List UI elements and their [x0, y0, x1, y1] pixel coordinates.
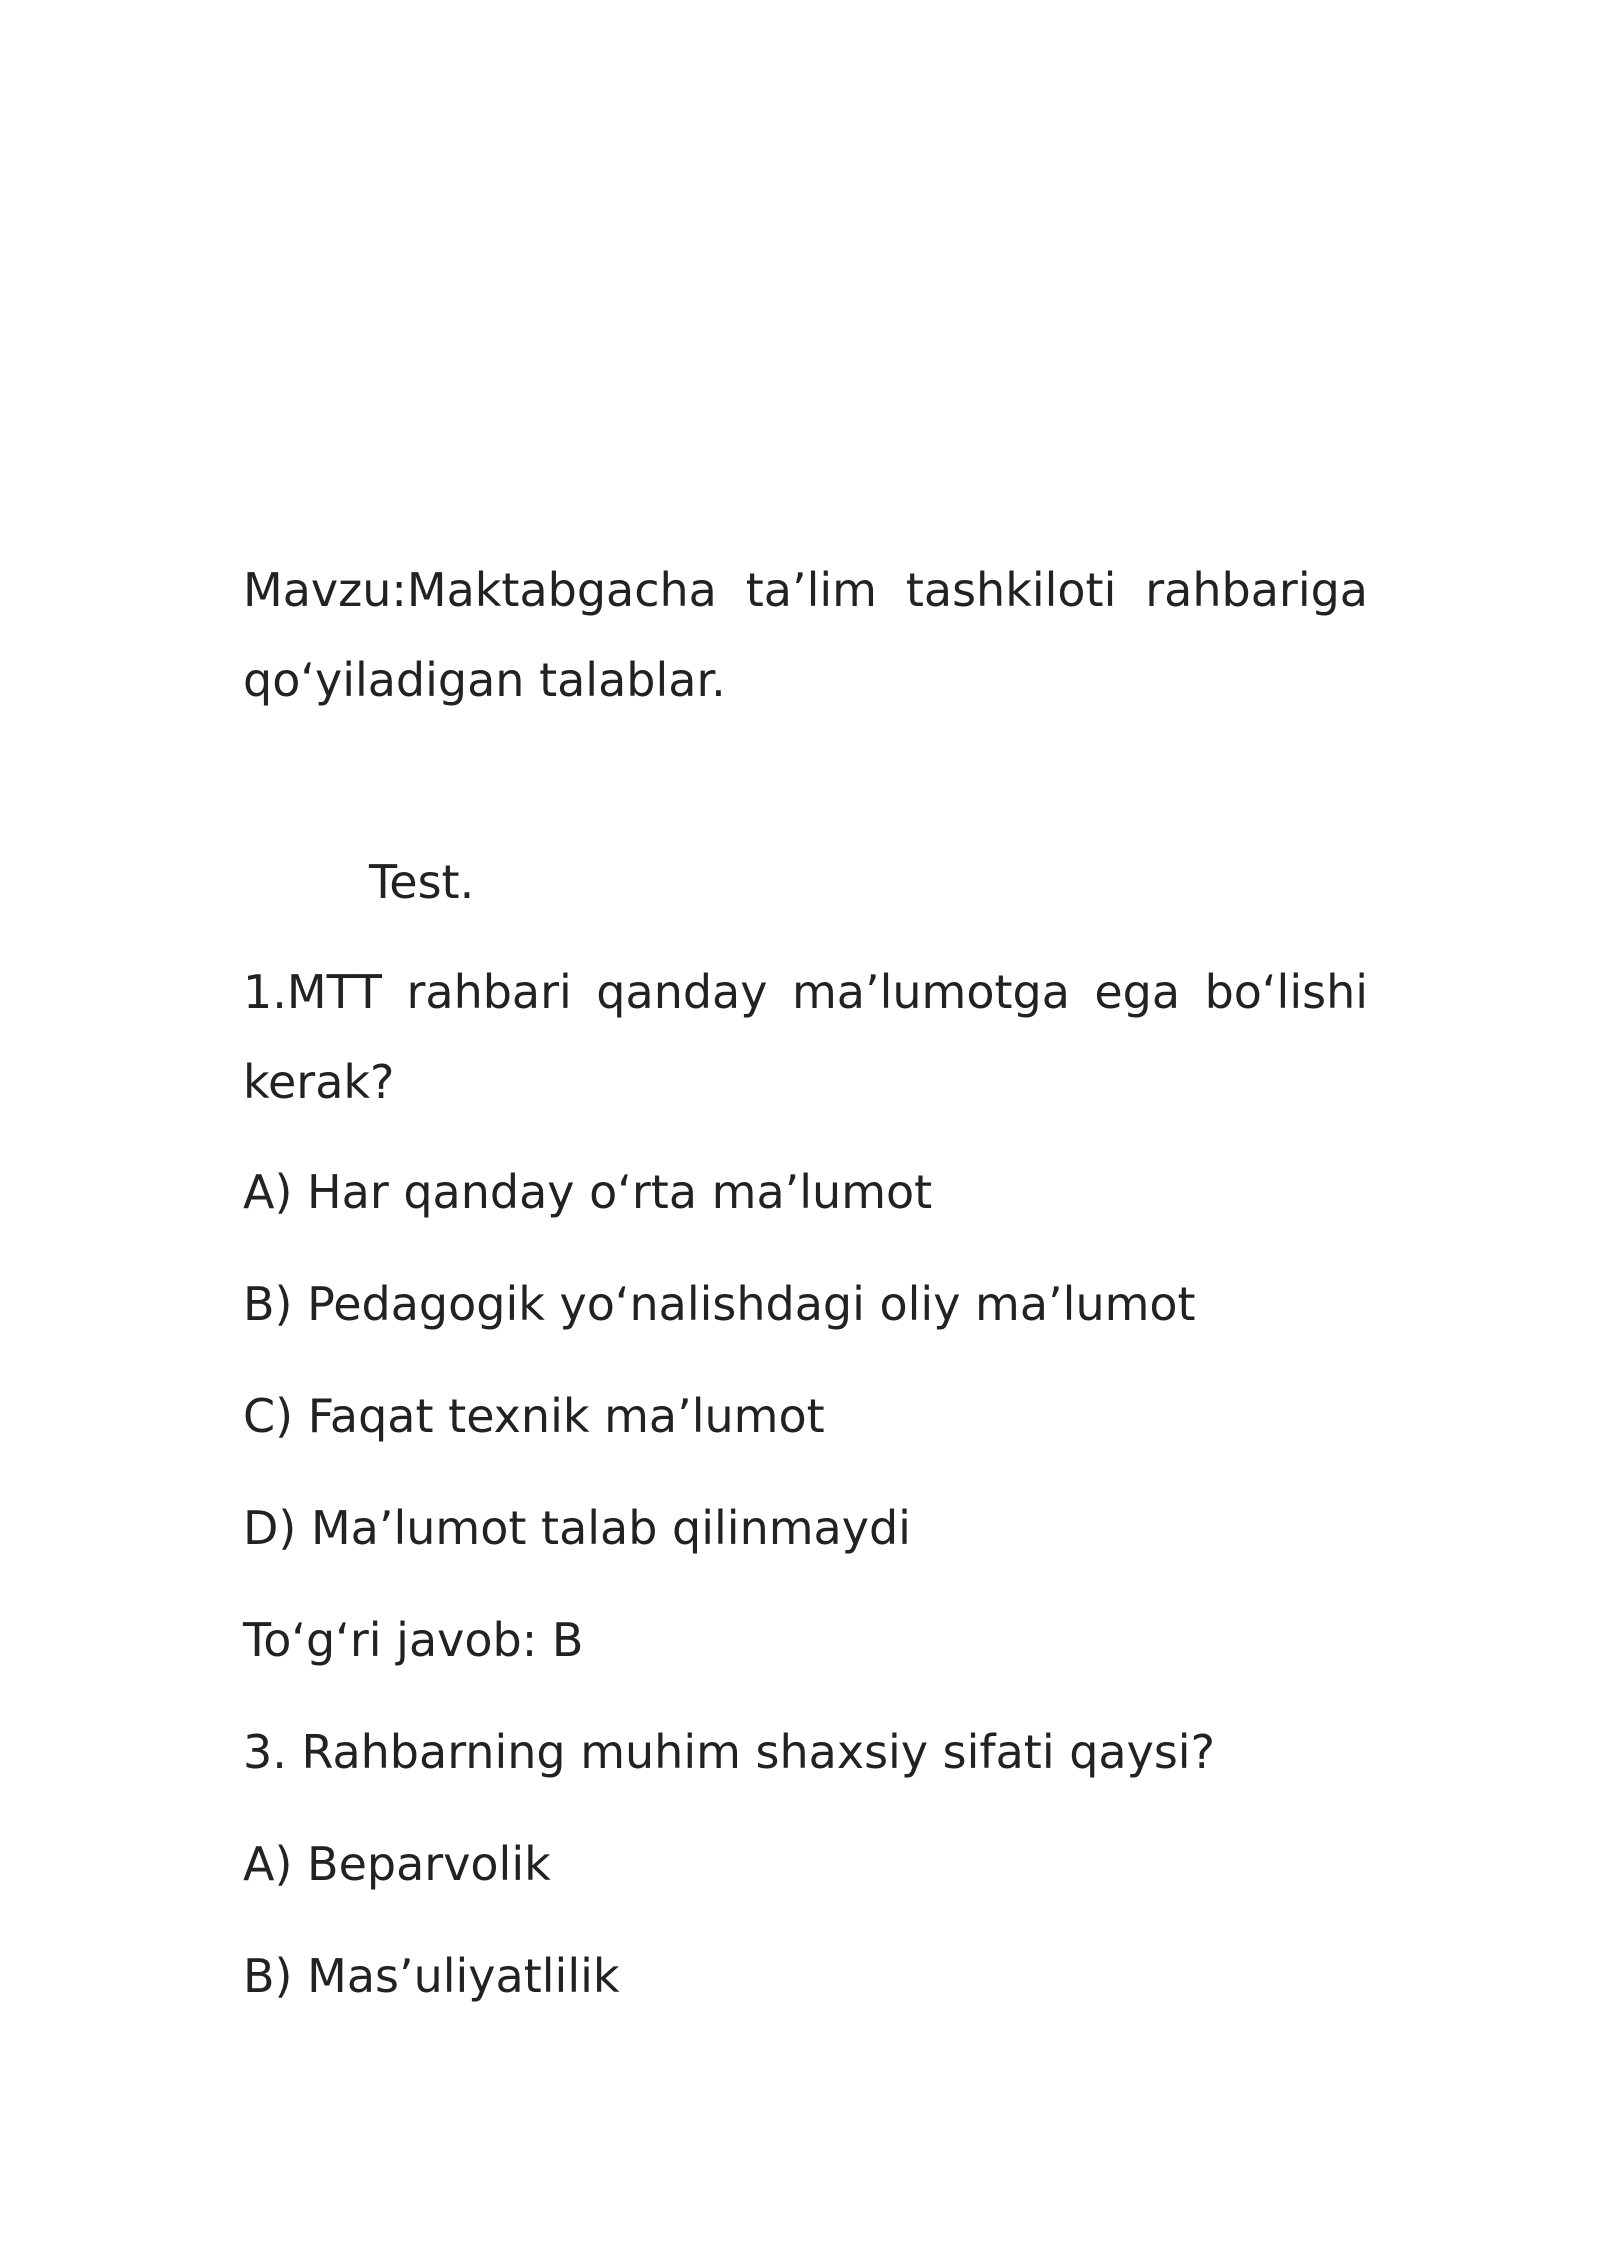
question-1-answer: To‘g‘ri javob: B	[243, 1613, 584, 1667]
question-1-option-c: C) Faqat texnik ma’lumot	[243, 1389, 825, 1443]
question-3-text: 3. Rahbarning muhim shaxsiy sifati qaysi?	[243, 1725, 1215, 1779]
question-1-option-a: A) Har qanday o‘rta ma’lumot	[243, 1165, 933, 1219]
question-1-option-d: D) Ma’lumot talab qilinmaydi	[243, 1501, 911, 1555]
test-heading: Test.	[369, 855, 475, 909]
question-1-option-b: B) Pedagogik yo‘nalishdagi oliy ma’lumot	[243, 1277, 1196, 1331]
question-3-option-b: B) Mas’uliyatlilik	[243, 1949, 620, 2003]
question-3-option-a: A) Beparvolik	[243, 1837, 551, 1891]
topic-title: Mavzu:Maktabgacha ta’lim tashkiloti rahbariga qo‘yiladigan talablar.	[243, 563, 1368, 707]
question-1-text: 1.MTT rahbari qanday ma’lumotga ega bo‘lishi kerak?	[243, 965, 1368, 1109]
document-body	[243, 545, 1368, 2043]
